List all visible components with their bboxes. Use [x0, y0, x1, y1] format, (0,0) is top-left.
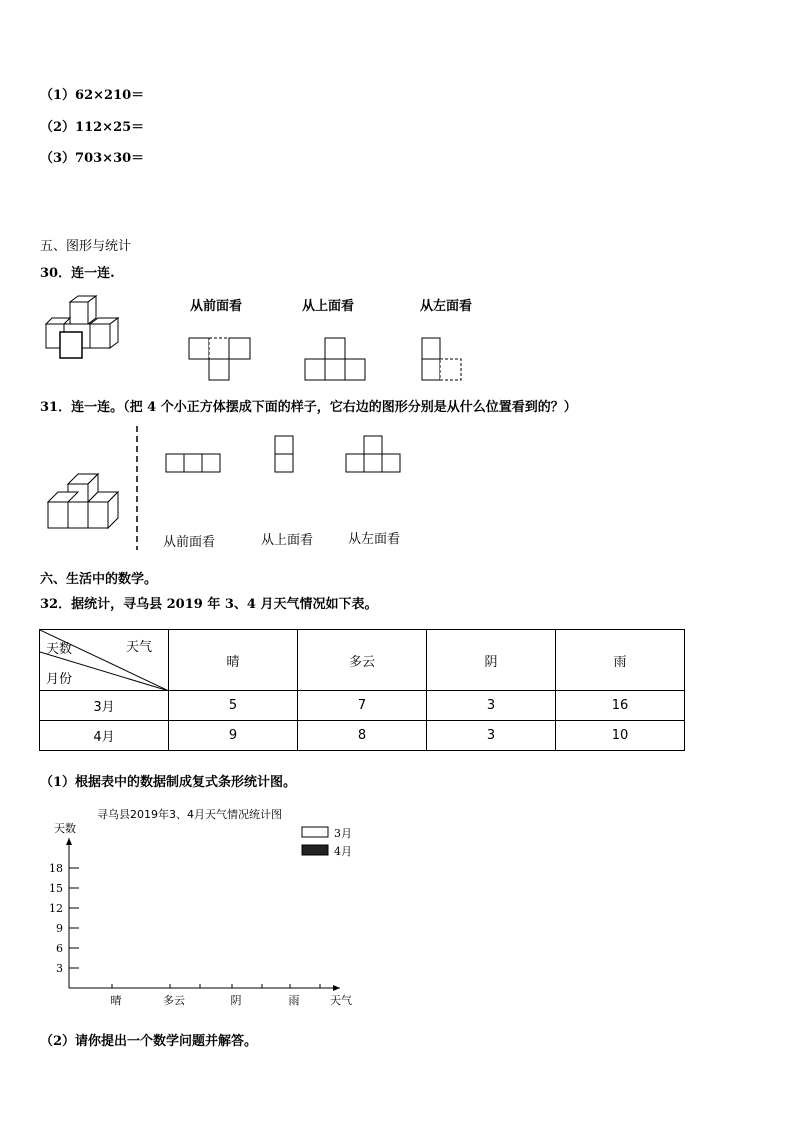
y-tick-label: 9 [56, 922, 63, 935]
x-tick-label: 晴 [110, 994, 122, 1007]
q31-view-left-label: 从左面看 [348, 532, 401, 547]
y-tick-label: 18 [49, 862, 63, 875]
calc-number: （2） [40, 120, 76, 135]
q31-shape-column [274, 435, 296, 473]
calc-number: （3） [40, 151, 76, 166]
x-axis-arrow [333, 985, 340, 991]
table-row-month: 3月 [40, 691, 169, 721]
q30-view-front-label: 从前面看 [190, 299, 243, 314]
table-cell: 7 [298, 691, 427, 721]
weather-table [39, 629, 685, 751]
section-6-title: 六、生活中的数学。 [40, 572, 158, 587]
table-cell: 5 [169, 691, 298, 721]
calc-number: （1） [40, 88, 76, 103]
table-cell: 10 [556, 721, 685, 751]
corner-label-weather: 天气 [126, 640, 153, 655]
q31-shape-row [165, 453, 223, 473]
y-tick-label: 3 [56, 962, 63, 975]
table-header-cell: 雨 [556, 630, 685, 691]
table-cell: 16 [556, 691, 685, 721]
table-corner-cell [40, 630, 169, 691]
q30-shape-steps [304, 337, 366, 381]
legend-label: 4月 [334, 845, 352, 858]
calc-expression: 62×210＝ [75, 88, 145, 103]
x-tick-label: 阴 [230, 994, 242, 1007]
calc-expression: 112×25＝ [75, 120, 145, 135]
q31-prompt: 31．连一连。（把 4 个小正方体摆成下面的样子，它右边的图形分别是从什么位置看到的？） [40, 400, 577, 415]
calc-expression: 703×30＝ [75, 151, 145, 166]
y-tick-label: 12 [49, 902, 63, 915]
x-axis-label: 天气 [330, 994, 352, 1007]
weather-bar-chart [40, 802, 370, 1012]
table-cell: 8 [298, 721, 427, 751]
q32-sub1: （1）根据表中的数据制成复式条形统计图。 [40, 775, 297, 790]
corner-label-days: 天数 [46, 642, 73, 657]
table-cell: 3 [427, 721, 556, 751]
q31-view-front-label: 从前面看 [163, 535, 216, 550]
q32-sub2: （2）请你提出一个数学问题并解答。 [40, 1034, 258, 1049]
calc-item-3 [40, 147, 144, 166]
q30-prompt: 30．连一连. [40, 266, 115, 281]
q30-view-left-label: 从左面看 [420, 299, 473, 314]
table-header-row [40, 630, 685, 691]
q31-shape-steps [345, 435, 403, 473]
q31-divider [134, 426, 140, 550]
q30-cube-figure [44, 294, 124, 360]
table-row [40, 721, 685, 751]
y-axis-arrow [66, 838, 72, 845]
table-row [40, 691, 685, 721]
table-cell: 9 [169, 721, 298, 751]
calc-item-2 [40, 116, 144, 135]
y-tick-label: 15 [49, 882, 63, 895]
chart-title: 寻乌县2019年3、4月天气情况统计图 [97, 808, 282, 821]
q32-prompt: 32．据统计，寻乌县 2019 年 3、4 月天气情况如下表。 [40, 597, 378, 612]
x-tick-label: 雨 [288, 994, 300, 1007]
table-header-cell: 阴 [427, 630, 556, 691]
legend-label: 3月 [334, 827, 352, 840]
section-5-title: 五、图形与统计 [40, 239, 132, 254]
table-header-cell: 多云 [298, 630, 427, 691]
legend-swatch [302, 845, 328, 855]
q30-shape-t [188, 337, 252, 381]
calc-item-1 [40, 84, 144, 103]
table-header-cell: 晴 [169, 630, 298, 691]
legend-swatch [302, 827, 328, 837]
corner-label-month: 月份 [46, 672, 73, 687]
table-row-month: 4月 [40, 721, 169, 751]
q30-view-top-label: 从上面看 [302, 299, 355, 314]
y-tick-label: 6 [56, 942, 63, 955]
q31-view-top-label: 从上面看 [261, 533, 314, 548]
table-cell: 3 [427, 691, 556, 721]
q31-cube-figure [44, 470, 124, 532]
x-tick-label: 多云 [163, 994, 185, 1007]
q30-shape-l [420, 337, 464, 381]
y-axis-label: 天数 [54, 822, 76, 835]
